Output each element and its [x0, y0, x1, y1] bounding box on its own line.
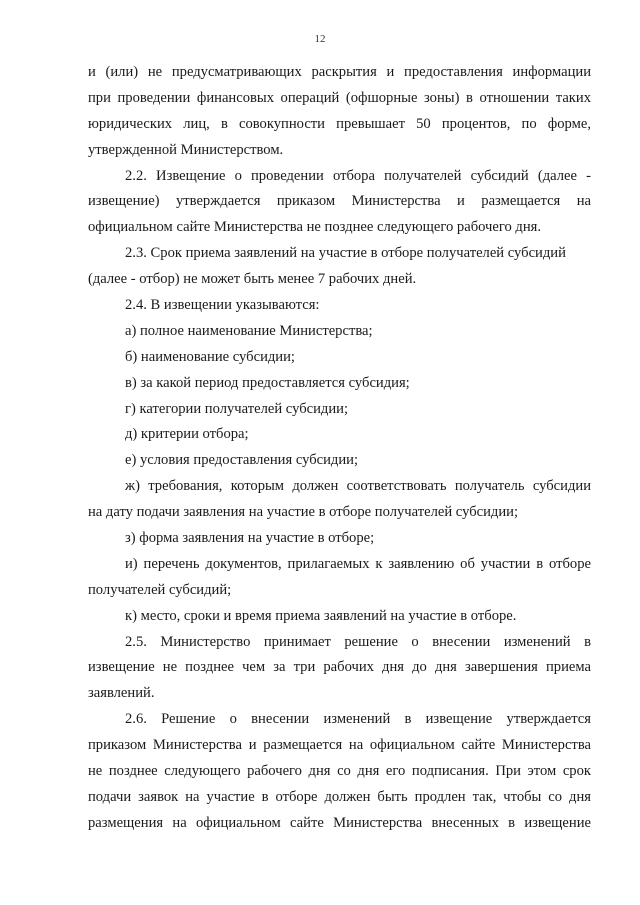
- list-item: а) полное наименование Министерства;: [125, 322, 373, 339]
- list-item: з) форма заявления на участие в отборе;: [125, 530, 375, 547]
- text-line: утвержденной Министерством.: [88, 141, 284, 158]
- text-line: на дату подачи заявления на участие в отборе получателей субсидии;: [88, 504, 519, 521]
- paragraph-2-6-start: 2.6. Решение о внесении изменений в извещение утверждается: [125, 711, 591, 728]
- text-line: извещение) утверждается приказом Министерства и размещается на: [88, 193, 591, 210]
- text-line: приказом Министерства и размещается на официальном сайте Министерства: [88, 737, 591, 754]
- text-line: и (или) не предусматривающих раскрытия и предоставления информации: [88, 64, 591, 80]
- paragraph-2-2-start: 2.2. Извещение о проведении отбора получателей субсидий (далее -: [125, 167, 591, 184]
- text-line: извещение не позднее чем за три рабочих дня до дня завершения приема: [88, 659, 591, 676]
- text-line: юридических лиц, в совокупности превышает 50 процентов, по форме,: [88, 115, 591, 132]
- paragraph-2-4-start: 2.4. В извещении указываются:: [125, 297, 320, 314]
- text-line: официальном сайте Министерства не позднее следующего рабочего дня.: [88, 219, 542, 236]
- list-item: и) перечень документов, прилагаемых к заявлению об участии в отборе: [125, 555, 591, 572]
- list-item: е) условия предоставления субсидии;: [125, 452, 359, 469]
- text-line: получателей субсидий;: [88, 581, 232, 598]
- list-item: к) место, сроки и время приема заявлений на участие в отборе.: [125, 607, 517, 624]
- document-body: [88, 60, 591, 837]
- list-item: в) за какой период предоставляется субсидия;: [125, 374, 410, 391]
- text-line: заявлений.: [88, 685, 155, 702]
- text-line: подачи заявок на участие в отборе должен быть продлен так, чтобы со дня: [88, 788, 591, 805]
- paragraph-2-5-start: 2.5. Министерство принимает решение о внесении изменений в: [125, 633, 591, 650]
- paragraph-2-3-start: 2.3. Срок приема заявлений на участие в отборе получателей субсидий: [125, 245, 566, 262]
- list-item: ж) требования, которым должен соответствовать получатель субсидии: [125, 478, 591, 495]
- list-item: д) критерии отбора;: [125, 426, 249, 443]
- list-item: б) наименование субсидии;: [125, 348, 295, 365]
- page-number: 12: [314, 33, 326, 45]
- text-line: не позднее следующего рабочего дня со дня его подписания. При этом срок: [88, 763, 591, 780]
- list-item: г) категории получателей субсидии;: [125, 400, 349, 417]
- text-line: (далее - отбор) не может быть менее 7 рабочих дней.: [88, 271, 417, 288]
- text-line: при проведении финансовых операций (офшорные зоны) в отношении таких: [88, 89, 591, 106]
- text-line: размещения на официальном сайте Министерства внесенных в извещение: [88, 814, 591, 831]
